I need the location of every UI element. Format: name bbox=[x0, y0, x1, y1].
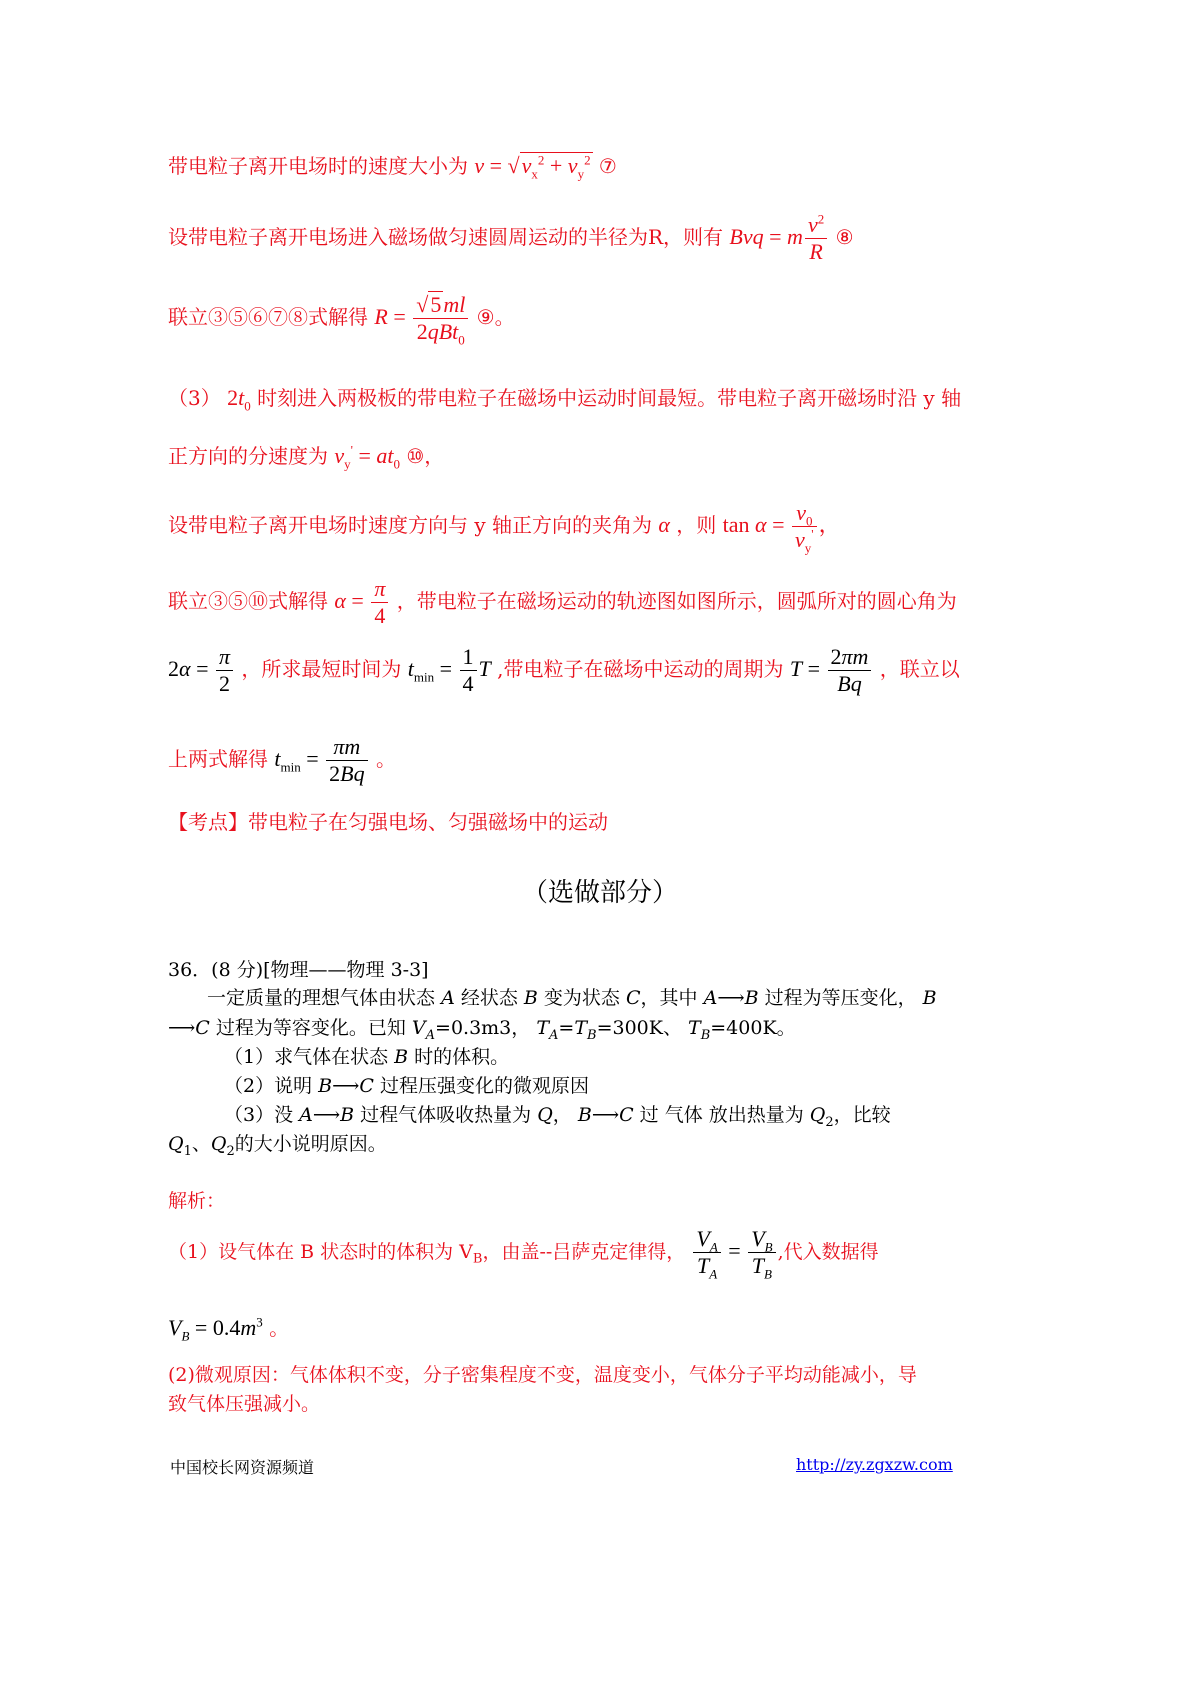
q36-sub4: $Q_1$、$Q_2$的大小说明原因。 bbox=[168, 1133, 387, 1159]
answer-1-text-b: ，由盖--吕萨克定律得， bbox=[482, 1240, 686, 1263]
eq9-line bbox=[168, 292, 515, 346]
q36-head: 36．(8 分)[物理——物理 3-3] bbox=[168, 959, 429, 981]
answer-1-text-c: ,代入数据得 bbox=[777, 1240, 879, 1263]
eq8-line bbox=[168, 212, 854, 266]
part3-text-b: 正方向的分速度为 bbox=[168, 444, 328, 468]
two-alpha-formula: 2α = $\frac{\pi}{2}$ bbox=[168, 656, 235, 681]
part3-line6 bbox=[168, 734, 396, 788]
gay-lussac-formula: $\frac{V_A}{T_A}$ = $\frac{V_B}{T_B}$ bbox=[691, 1238, 777, 1263]
answer-1-result bbox=[168, 1312, 290, 1344]
part3-2t0: $2t_0$ bbox=[227, 385, 251, 414]
jiexi-label: 解析： bbox=[168, 1190, 226, 1212]
kaodian-text: 【考点】带电粒子在匀强电场、匀强磁场中的运动 bbox=[168, 810, 608, 834]
q36-s1-text-b: 时的体积。 bbox=[414, 1046, 510, 1068]
footer-link[interactable] bbox=[796, 1455, 953, 1474]
part3-text-a: 时刻进入两极板的带电粒子在磁场中运动时间最短。带电粒子离开磁场时沿 y 轴 bbox=[257, 386, 962, 410]
part3-line2 bbox=[168, 440, 445, 472]
q36-text-1b: 经状态 bbox=[460, 987, 518, 1009]
part3-line1 bbox=[168, 382, 962, 414]
tan-formula: tan α = $\frac{v_0}{v_y'}$ ， bbox=[722, 500, 841, 556]
alpha-symbol: α bbox=[658, 511, 670, 537]
kaodian-line bbox=[168, 806, 608, 835]
part3-label: （3） bbox=[168, 386, 221, 410]
eq7-number: ⑦ bbox=[598, 154, 617, 178]
eq8-formula: Bvq = m $\frac{v^2}{R}$ bbox=[729, 224, 829, 249]
eq7-text: 带电粒子离开电场时的速度大小为 bbox=[168, 154, 468, 178]
q36-text-1d: ，其中 bbox=[640, 987, 698, 1009]
q36-line2: ⟶C 过程为等容变化。已知 $V_A=0.3m3$， $T_A=T_B=300K$、 $T_B=400K$。 bbox=[168, 1017, 796, 1043]
answer-1-end: 。 bbox=[269, 1316, 290, 1340]
tmin-result: $t_{min}$ = $\frac{\pi m}{2Bq}$ bbox=[274, 746, 369, 771]
vb-result-formula: $V_B = 0.4m^3$ bbox=[168, 1314, 263, 1344]
q36-text-2c: =300K、 bbox=[596, 1017, 682, 1039]
q36-text-2a: 过程为等容变化。已知 bbox=[215, 1017, 406, 1039]
answer-1-line: （1）设气体在 B 状态时的体积为 $V_B$，由盖--吕萨克定律得， $\frac{V_A}{T_A}$ = $\frac{V_B}{T_B}$ ,代入数据得 bbox=[168, 1226, 879, 1282]
footer-url[interactable]: http://zy.zgxzw.com bbox=[796, 1455, 953, 1474]
part3-text-c: 设带电粒子离开电场时速度方向与 y 轴正方向的夹角为 bbox=[168, 512, 653, 537]
q36-sub1: （1）求气体在状态 B 时的体积。 bbox=[224, 1046, 510, 1068]
eq8-text: 设带电粒子离开电场进入磁场做匀速圆周运动的半径为R，则有 bbox=[168, 224, 724, 249]
q36-text-1c: 变为状态 bbox=[543, 987, 620, 1009]
eq10-formula: $v_y' = at_0$ bbox=[334, 442, 401, 472]
q36-text-2b: =0.3m3， bbox=[435, 1017, 531, 1039]
part3-text-j: 上两式解得 bbox=[168, 746, 268, 771]
part3-text-g: ，所求最短时间为 bbox=[241, 656, 402, 681]
answer-2-line2: 致气体压强减小。 bbox=[168, 1393, 321, 1415]
q36-s2-text-b: 过程压强变化的微观原因 bbox=[379, 1075, 589, 1097]
alpha-result: α = $\frac{\pi}{4}$ bbox=[334, 588, 390, 613]
part3-line4 bbox=[168, 576, 957, 630]
eq7-line bbox=[168, 150, 617, 182]
section-title: （选做部分） bbox=[521, 878, 678, 908]
eq10-number: ⑩， bbox=[406, 444, 445, 468]
part3-text-h: ,带电粒子在磁场中运动的周期为 bbox=[497, 656, 784, 681]
part3-line3 bbox=[168, 500, 841, 554]
part3-end: 。 bbox=[375, 746, 396, 771]
eq9-formula: R = $\frac{√5ml}{2qBt_0}$ bbox=[374, 304, 470, 329]
q36-sub2: （2）说明 B⟶C 过程压强变化的微观原因 bbox=[224, 1075, 589, 1097]
footer-source: 中国校长网资源频道 bbox=[170, 1458, 315, 1477]
q36-s3-text-e: ，比较 bbox=[833, 1104, 891, 1126]
answer-2-line1: (2)微观原因：气体体积不变，分子密集程度不变，温度变小，气体分子平均动能减小，导 bbox=[168, 1364, 917, 1386]
part3-line5 bbox=[168, 644, 960, 698]
q36-s1-text-a: （1）求气体在状态 bbox=[224, 1046, 389, 1068]
q36-line1: 一定质量的理想气体由状态 A 经状态 B 变为状态 C，其中 A⟶B 过程为等压变化， B bbox=[207, 987, 937, 1009]
q36-s3-text-a: （3）没 bbox=[224, 1104, 294, 1126]
q36-sub3: （3）没 A⟶B 过程气体吸收热量为 Q， B⟶C 过 气体 放出热量为 $Q_2$，比较 bbox=[224, 1104, 891, 1130]
tmin-formula: $t_{min}$ = $\frac{1}{4}$ T bbox=[407, 644, 491, 697]
q36-s2-text-a: （2）说明 bbox=[224, 1075, 313, 1097]
part3-text-i: ，联立以 bbox=[879, 656, 960, 681]
q36-text-2d: =400K。 bbox=[710, 1017, 796, 1039]
eq7-formula: $v = √v_x^2 + v_y^2$ bbox=[474, 152, 591, 182]
part3-text-f: ，带电粒子在磁场运动的轨迹图如图所示，圆弧所对的圆心角为 bbox=[396, 588, 957, 613]
q36-text-1e: 过程为等压变化， bbox=[764, 987, 917, 1009]
eq9-end: ⑨。 bbox=[476, 304, 515, 329]
q36-s4-text: 的大小说明原因。 bbox=[234, 1133, 387, 1155]
q36-s3-text-d: 过 气体 放出热量为 bbox=[639, 1104, 804, 1126]
q36-text-1a: 一定质量的理想气体由状态 bbox=[207, 987, 436, 1009]
answer-1-text-a: （1）设气体在 B 状态时的体积为 V bbox=[168, 1240, 473, 1263]
eq9-text: 联立③⑤⑥⑦⑧式解得 bbox=[168, 304, 368, 329]
eq8-number: ⑧ bbox=[835, 224, 854, 249]
period-formula: T = $\frac{2\pi m}{Bq}$ bbox=[790, 656, 874, 681]
part3-text-e: 联立③⑤⑩式解得 bbox=[168, 588, 328, 613]
q36-s3-text-c: ， bbox=[552, 1104, 572, 1126]
part3-text-d: ，则 bbox=[676, 512, 717, 537]
q36-s3-text-b: 过程气体吸收热量为 bbox=[360, 1104, 532, 1126]
